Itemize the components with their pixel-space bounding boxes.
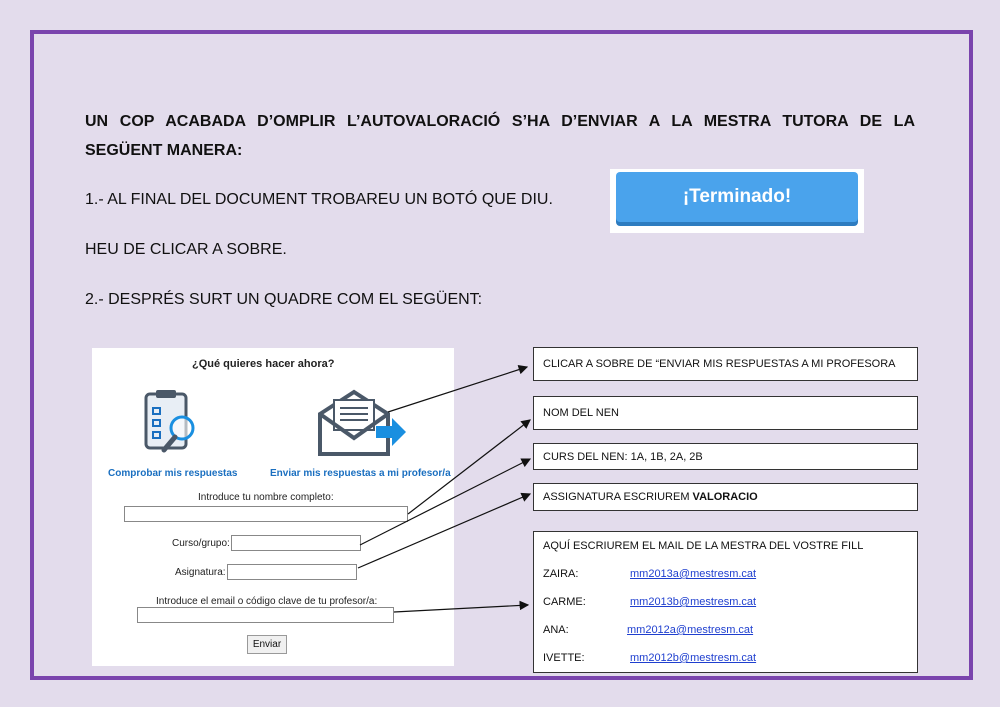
teacher-name: ZAIRA: xyxy=(543,568,579,580)
subject-label: Asignatura: xyxy=(175,567,226,578)
heading-line-1: UN COP ACABADA D’OMPLIR L’AUTOVALORACIÓ S’HA D’ENVIAR A LA MESTRA TUTORA DE LA xyxy=(85,113,915,130)
note-course: CURS DEL NEN: 1A, 1B, 2A, 2B xyxy=(533,443,918,470)
teacher-email-link[interactable]: mm2013b@mestresm.cat xyxy=(630,596,757,608)
teacher-email-link[interactable]: mm2012a@mestresm.cat xyxy=(627,624,754,636)
mail-box-title: AQUÍ ESCRIUREM EL MAIL DE LA MESTRA DEL VOSTRE FILL xyxy=(543,540,864,552)
note-child-name: NOM DEL NEN xyxy=(533,396,918,430)
email-label: Introduce el email o código clave de tu profesor/a: xyxy=(156,596,378,607)
course-label: Curso/grupo: xyxy=(172,538,230,549)
teacher-name: CARME: xyxy=(543,596,586,608)
dialog-title: ¿Qué quieres hacer ahora? xyxy=(192,358,335,370)
check-answers-link[interactable]: Comprobar mis respuestas xyxy=(108,468,238,479)
name-label: Introduce tu nombre completo: xyxy=(198,492,334,503)
submit-button[interactable]: Enviar xyxy=(247,635,287,654)
finish-button[interactable]: ¡Terminado! xyxy=(616,172,858,222)
note-subject-bold: VALORACIO xyxy=(692,491,758,503)
note-subject-prefix: ASSIGNATURA ESCRIUREM xyxy=(543,491,693,503)
step-2-text: 2.- DESPRÉS SURT UN QUADRE COM EL SEGÜENT: xyxy=(85,291,483,308)
teacher-email-link[interactable]: mm2012b@mestresm.cat xyxy=(630,652,757,664)
note-click-send: CLICAR A SOBRE DE “ENVIAR MIS RESPUESTAS A MI PROFESORA xyxy=(533,347,918,381)
step-1b-text: HEU DE CLICAR A SOBRE. xyxy=(85,241,287,258)
heading-line-2: SEGÜENT MANERA: xyxy=(85,142,243,159)
step-1-text: 1.- AL FINAL DEL DOCUMENT TROBAREU UN BOTÓ QUE DIU. xyxy=(85,191,553,208)
teacher-email-link[interactable]: mm2013a@mestresm.cat xyxy=(630,568,757,580)
teacher-name: ANA: xyxy=(543,624,569,636)
teacher-name: IVETTE: xyxy=(543,652,585,664)
send-answers-link[interactable]: Enviar mis respuestas a mi profesor/a xyxy=(270,468,451,479)
